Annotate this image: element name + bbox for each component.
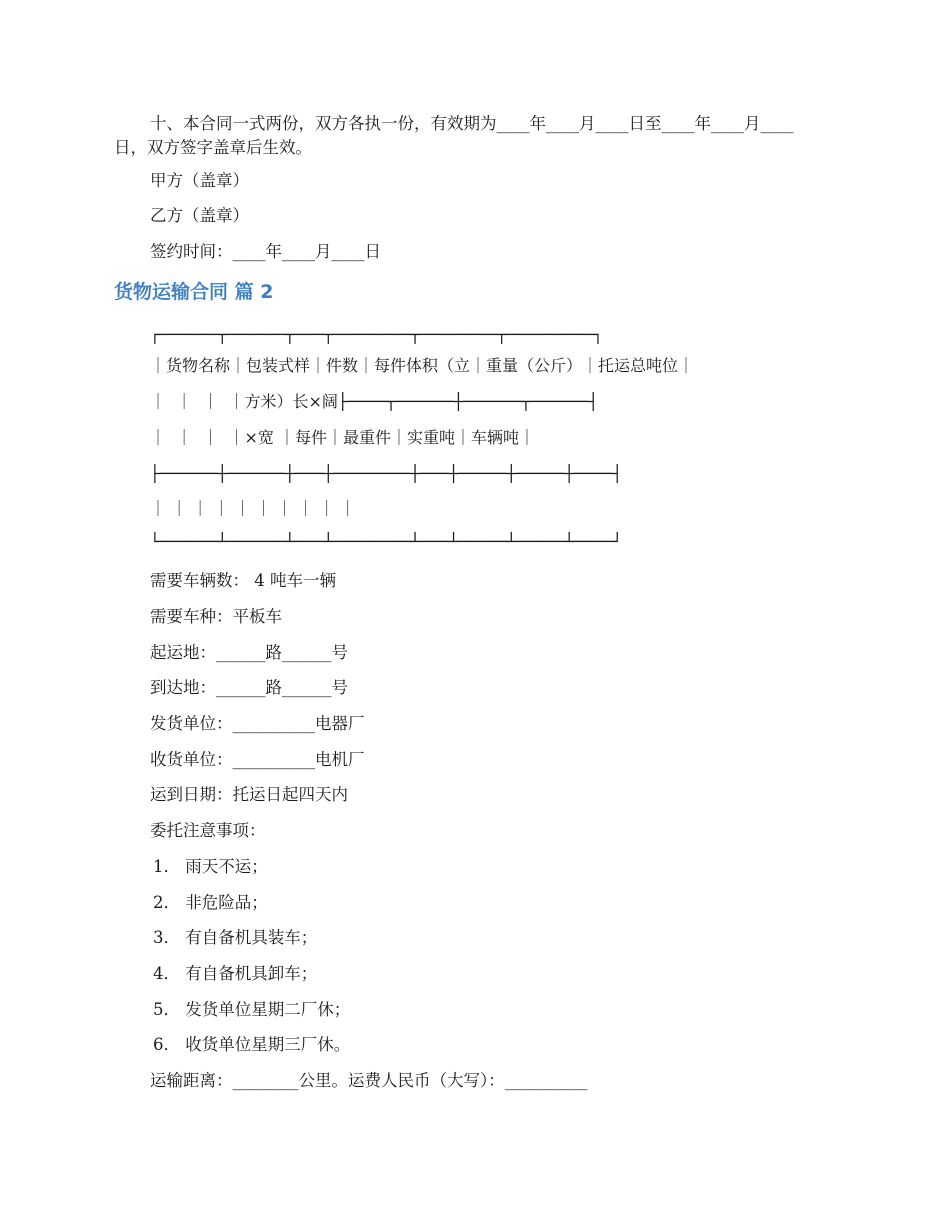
receiver: 收货单位：__________电机厂 [150, 750, 365, 769]
party-b-seal: 乙方（盖章） [150, 206, 249, 225]
list-item: 3． 有自备机具装车； [153, 928, 318, 947]
sign-date: 签约时间：____年____月____日 [150, 242, 381, 261]
distance-fee: 运输距离：________公里。运费人民币（大写）：__________ [150, 1071, 588, 1090]
table-line: └──────┴──────┴───┴────────┴───┴─────┴─────┴────┘ [150, 532, 623, 551]
destination: 到达地：______路______号 [150, 678, 348, 697]
list-item: 1． 雨天不运； [153, 857, 268, 876]
section-heading: 货物运输合同 篇 2 [114, 281, 274, 303]
list-item: 4． 有自备机具卸车； [153, 964, 318, 983]
origin: 起运地：______路______号 [150, 643, 348, 662]
clause-10: 十、本合同一式两份，双方各执一份，有效期为____年____月____日至____年____月____日，双方签字盖章后生效。 [114, 114, 794, 157]
table-line: ┌──────┬──────┬───┬────────┬────────┬─────────┐ [150, 325, 603, 344]
arrival-date: 运到日期：托运日起四天内 [150, 785, 348, 804]
list-item: 2． 非危险品； [153, 893, 268, 912]
table-line: ├──────┼──────┼───┼────────┼───┼─────┼─────┼────┤ [150, 464, 623, 483]
vehicle-count: 需要车辆数： 4 吨车一辆 [150, 571, 336, 590]
table-line: ｜ ｜ ｜ ｜方米）长×阔├────┬──────┼──────┬──────┤ [150, 392, 599, 411]
notes-title: 委托注意事项： [150, 821, 266, 840]
table-line: ｜ ｜ ｜ ｜×宽 ｜每件｜最重件｜实重吨｜车辆吨｜ [150, 428, 536, 447]
shipper: 发货单位：__________电器厂 [150, 714, 365, 733]
list-item: 5． 发货单位星期二厂休； [153, 1000, 351, 1019]
vehicle-type: 需要车种：平板车 [150, 607, 282, 626]
list-item: 6． 收货单位星期三厂休。 [153, 1035, 351, 1054]
party-a-seal: 甲方（盖章） [150, 171, 249, 190]
table-line: ｜ ｜ ｜ ｜ ｜ ｜ ｜ ｜ ｜ ｜ [150, 499, 356, 518]
table-line: ｜货物名称｜包装式样｜件数｜每件体积（立｜重量（公斤）｜托运总吨位｜ [150, 356, 695, 375]
